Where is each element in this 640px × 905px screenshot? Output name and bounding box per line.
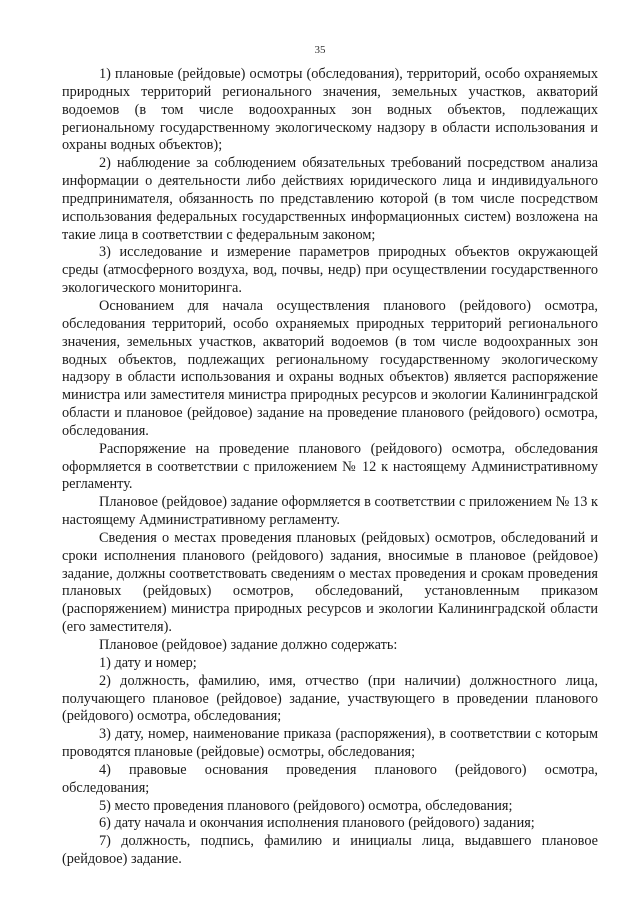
page-number: 35 [314,44,326,56]
list-item-legal-grounds: 4) правовые основания проведения планового (рейдового) осмотра, обследования; [62,761,598,796]
list-item-location: 5) место проведения планового (рейдового) осмотра, обследования; [99,797,513,814]
list-item-issuer: 7) должность, подпись, фамилию и инициалы лица, выдавшего плановое (рейдовое) задание. [62,833,598,868]
document-body [62,66,598,869]
paragraph-task-details: Сведения о местах проведения плановых (рейдовых) осмотров, обследований и сроки исполнения планового (рейдового) задания, вносимые в плановое (рейдовое) задание, должны соответствовать сведениям о местах проведения и срокам проведения плановых (рейдовых) осмотров, обследований, установленным приказом (распоряжением) министра природных ресурсов и экологии Калининградской области (его заместителя). [62,529,598,636]
paragraph-inspection-types-1: 1) плановые (рейдовые) осмотры (обследования), территорий, особо охраняемых природных территорий регионального значения, земельных участков, акваторий водоемов (в том числе водоохранных зон водных объектов, подлежащих региональному государственному экологическому надзору в области использования и охраны водных объектов); [62,66,598,154]
paragraph-inspection-types-3: 3) исследование и измерение параметров природных объектов окружающей среды (атмосферного воздуха, вод, почвы, недр) при осуществлении государственного экологического мониторинга. [62,244,598,297]
paragraph-grounds: Основанием для начала осуществления планового (рейдового) осмотра, обследования территорий, особо охраняемых природных территорий регионального значения, земельных участков, акваторий водоемов (в том числе водоохранных зон водных объектов, подлежащих региональному государственному экологическому надзору в области использования и охраны водных объектов) является распоряжение министра или заместителя министра природных ресурсов и экологии Калининградской области и плановое (рейдовое) задание на проведение планового (рейдового) осмотра, обследования. [62,297,598,439]
paragraph-task-form: Плановое (рейдовое) задание оформляется в соответствии с приложением № 13 к настоящему Административному регламенту. [62,494,598,529]
list-item-date-number: 1) дату и номер; [99,654,197,671]
paragraph-order-form: Распоряжение на проведение планового (рейдового) осмотра, обследования оформляется в соответствии с приложением № 12 к настоящему Административному регламенту. [62,440,598,493]
paragraph-task-contents-intro: Плановое (рейдовое) задание должно содержать: [99,637,398,653]
list-item-official: 2) должность, фамилию, имя, отчество (при наличии) должностного лица, получающего плановое (рейдовое) задание, участвующего в проведении планового (рейдового) осмотра, обследования; [62,672,598,725]
list-item-dates: 6) дату начала и окончания исполнения планового (рейдового) задания; [99,815,535,832]
list-item-order-reference: 3) дату, номер, наименование приказа (распоряжения), в соответствии с которым проводятся плановые (рейдовые) осмотры, обследования; [62,726,598,761]
paragraph-inspection-types-2: 2) наблюдение за соблюдением обязательных требований посредством анализа информации о деятельности либо действиях юридического лица и индивидуального предпринимателя, обязанность по представлению которой (в том числе посредством использования федеральных государственных информационных систем) возложена на такие лица в соответствии с федеральным законом; [62,155,598,243]
